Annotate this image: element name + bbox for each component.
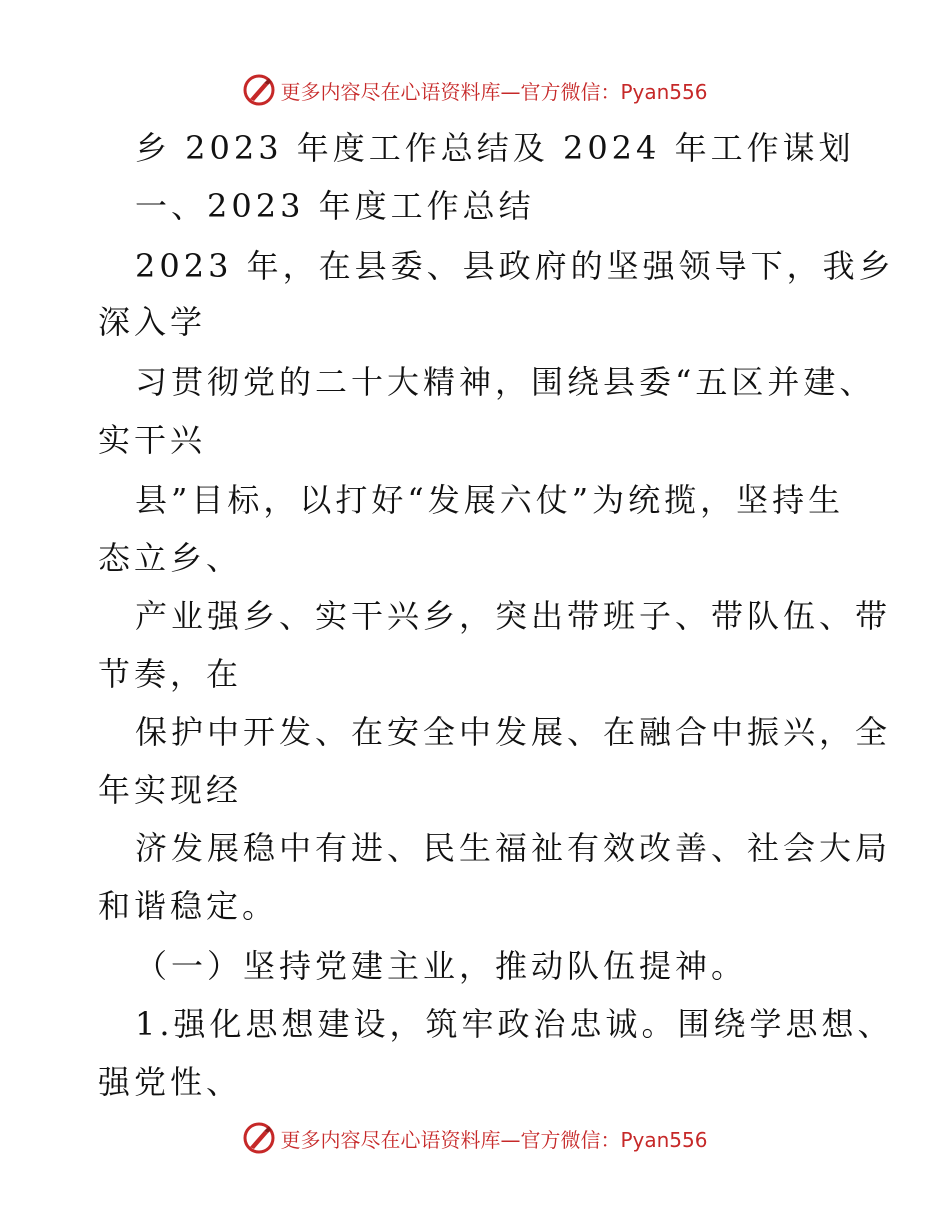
section-heading: 一、2023 年度工作总结 <box>135 187 535 225</box>
footer-watermark-banner <box>0 1118 950 1158</box>
banner-wechat: 官方微信：Pyan556 <box>520 79 708 104</box>
pen-logo-icon <box>242 1121 276 1155</box>
paragraph-line: 实干兴 <box>98 421 207 459</box>
banner-title: 更多内容尽在心语资料库 <box>280 79 501 104</box>
banner-wechat: 官方微信：Pyan556 <box>520 1127 708 1152</box>
paragraph-line: 年实现经 <box>98 771 243 809</box>
paragraph-line: 态立乡、 <box>98 539 243 577</box>
banner-dash: — <box>500 1127 521 1152</box>
banner-title: 更多内容尽在心语资料库 <box>280 1127 501 1152</box>
paragraph-line: 和谐稳定。 <box>98 887 279 925</box>
paragraph-line: 深入学 <box>98 303 207 341</box>
paragraph-line: 习贯彻党的二十大精神，围绕县委“五区并建、 <box>135 363 876 401</box>
document-title: 乡 2023 年度工作总结及 2024 年工作谋划 <box>135 129 855 167</box>
paragraph-line: 县”目标，以打好“发展六仗”为统揽，坚持生 <box>135 481 845 519</box>
paragraph-line: 强党性、 <box>98 1063 243 1101</box>
paragraph-line: 1.强化思想建设，筑牢政治忠诚。围绕学思想、 <box>135 1005 894 1043</box>
paragraph-line: 济发展稳中有进、民生福祉有效改善、社会大局 <box>135 829 892 867</box>
paragraph-line: 产业强乡、实干兴乡，突出带班子、带队伍、带 <box>135 597 892 635</box>
paragraph-line: 2023 年，在县委、县政府的坚强领导下，我乡 <box>135 247 895 285</box>
subsection-heading: （一）坚持党建主业，推动队伍提神。 <box>135 947 748 985</box>
paragraph-line: 节奏，在 <box>98 655 243 693</box>
paragraph-line: 保护中开发、在安全中发展、在融合中振兴，全 <box>135 713 892 751</box>
banner-dash: — <box>500 79 521 104</box>
